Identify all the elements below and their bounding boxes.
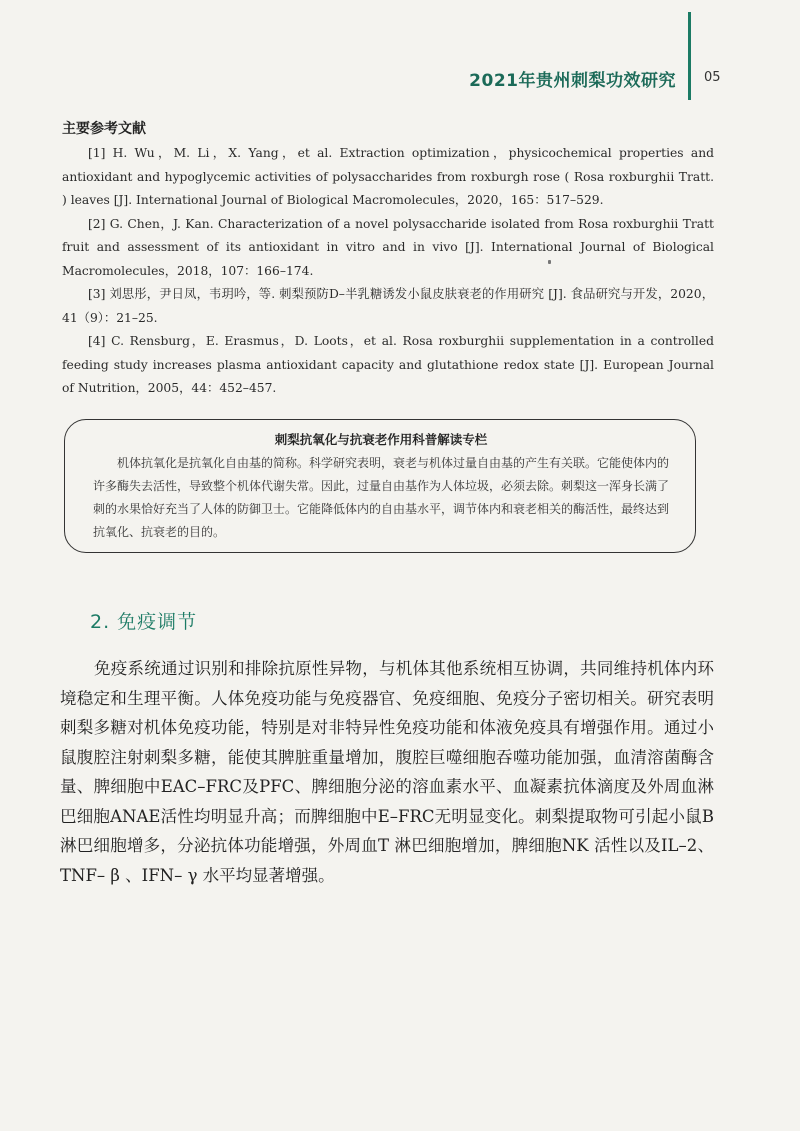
science-column-body: 机体抗氧化是抗氧化自由基的简称。科学研究表明，衰老与机体过量自由基的产生有关联。它能使体内的许多酶失去活性，导致整个机体代谢失常。因此，过量自由基作为人体垃圾，必须去除。刺梨这一浑身长满了刺的水果恰好充当了人体的防御卫士。它能降低体内的自由基水平，调节体内和衰老相关的酶活性，最终达到抗氧化、抗衰老的目的。 <box>93 456 670 539</box>
science-column-title: 刺梨抗氧化与抗衰老作用科普解读专栏 <box>274 432 488 447</box>
references-heading: 主要参考文献 <box>62 121 146 137</box>
reference-item: [1] H. Wu，M. Li，X. Yang，et al. Extraction optimization，physicochemical properties and antioxidant and hypoglycemic activities of polysaccharides from roxburgh rose ( Rosa roxburghii Tratt. ) leaves [J]. International Journal of Biological Macromolecules，2020，165：517–529. <box>62 146 714 207</box>
references-list <box>62 142 714 401</box>
reference-item: [2] G. Chen，J. Kan. Characterization of a novel polysaccharide isolated from Rosa roxburghii Tratt fruit and assessment of its antioxidant in vitro and in vivo [J]. International Journal of Biological Macromolecules，2018，107：166–174. <box>62 216 714 278</box>
reference-item: [3] 刘思彤，尹日凤，韦玥吟，等. 刺梨预防D–半乳糖诱发小鼠皮肤衰老的作用研究 [J]. 食品研究与开发，2020，41（9）：21–25. <box>62 287 714 325</box>
reference-item: [4] C. Rensburg，E. Erasmus，D. Loots，et al. Rosa roxburghii supplementation in a controlled feeding study increases plasma antioxidant capacity and glutathione redox state [J]. European Journal of Nutrition，2005，44：452–457. <box>62 334 714 395</box>
section-body-paragraph: 免疫系统通过识别和排除抗原性异物，与机体其他系统相互协调，共同维持机体内环境稳定和生理平衡。人体免疫功能与免疫器官、免疫细胞、免疫分子密切相关。研究表明刺梨多糖对机体免疫功能，特别是对非特异性免疫功能和体液免疫具有增强作用。通过小鼠腹腔注射刺梨多糖，能使其脾脏重量增加，腹腔巨噬细胞吞噬功能加强，血清溶菌酶含量、脾细胞中EAC–FRC及PFC、脾细胞分泌的溶血素水平、血凝素抗体滴度及外周血淋巴细胞ANAE活性均明显升高；而脾细胞中E–FRC无明显变化。刺梨提取物可引起小鼠B淋巴细胞增多，分泌抗体功能增强，外周血T 淋巴细胞增加，脾细胞NK 活性以及IL–2、TNF– β 、IFN– γ 水平均显著增强。 <box>60 659 714 885</box>
print-speck <box>548 260 551 264</box>
header-divider-line <box>688 12 691 100</box>
page-number: 05 <box>704 70 721 85</box>
section-heading: 2. 免疫调节 <box>90 611 198 633</box>
science-column-box <box>64 419 696 553</box>
running-header-title: 2021年贵州刺梨功效研究 <box>469 71 676 91</box>
